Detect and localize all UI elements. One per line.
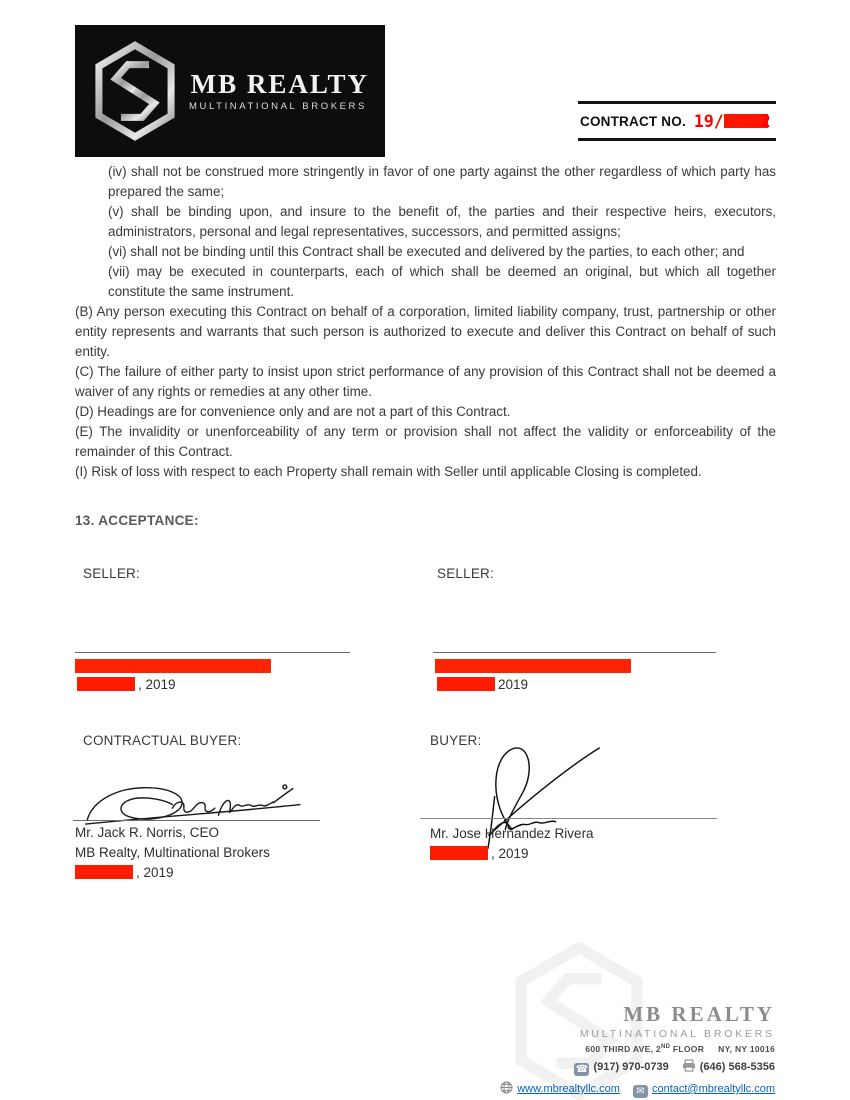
footer-tagline-text: MULTINATIONAL BROKERS: [579, 1028, 775, 1040]
acceptance-heading: 13. ACCEPTANCE:: [75, 513, 199, 528]
buyer-details: [430, 824, 594, 864]
contract-clause: (v) shall be binding upon, and insure to the benefit of, the parties and their respective heirs, executors, administrators, personal and legal representatives, successors, and permitted assigns;: [108, 204, 776, 239]
seller-right-label: SELLER:: [437, 566, 494, 581]
globe-icon: [500, 1081, 513, 1097]
contract-clause: (vi) shall not be binding until this Contract shall be executed and delivered by the parties, to each other; and: [108, 244, 745, 259]
contract-clause: (B) Any person executing this Contract on behalf of a corporation, limited liability company, trust, partnership or other entity represents and warrants that such person is authorized to execute and deliver this Contract on behalf of such entity.: [75, 304, 776, 359]
buyer-date: , 2019: [430, 844, 594, 864]
contractual-buyer-date: , 2019: [75, 863, 270, 883]
contractual-buyer-label: CONTRACTUAL BUYER:: [83, 733, 242, 748]
footer-contact-block: [455, 1004, 775, 1098]
contract-clause: (I) Risk of loss with respect to each Property shall remain with Seller until applicable Closing is completed.: [75, 464, 702, 479]
buyer-signature-line: [420, 818, 717, 819]
seller-left-date: , 2019: [77, 677, 176, 692]
contract-number-block: [578, 101, 776, 141]
logo-brand-text: MB REALTY: [190, 68, 369, 99]
buyer-name: Mr. Jose Hernandez Rivera: [430, 826, 594, 841]
email-icon: ✉: [633, 1085, 648, 1098]
redaction-box: [435, 659, 631, 673]
contractual-buyer-signature-line: [73, 820, 320, 821]
seller-left-label: SELLER:: [83, 566, 140, 581]
mb-realty-emblem-icon: [91, 41, 179, 141]
contract-clause: (C) The failure of either party to insist upon strict performance of any provision of this Contract shall not be deemed a waiver of any rights or remedies at any other time.: [75, 364, 776, 399]
seller-left-signature-line: [75, 652, 350, 653]
website-link[interactable]: www.mbrealtyllc.com: [517, 1083, 620, 1095]
footer-address: 600 THIRD AVE, 2ND FLOOR NY, NY 10016: [585, 1044, 775, 1054]
buyer-label: BUYER:: [430, 733, 482, 748]
company-logo: [75, 25, 385, 157]
redaction-box: [437, 677, 495, 691]
email-link[interactable]: contact@mbrealtyllc.com: [651, 1083, 775, 1095]
contractual-buyer-name: Mr. Jack R. Norris, CEO: [75, 825, 220, 840]
contractual-buyer-company: MB Realty, Multinational Brokers: [75, 845, 270, 860]
contract-clause: (D) Headings are for convenience only and are not a part of this Contract.: [75, 404, 511, 419]
logo-tagline-text: MULTINATIONAL BROKERS: [189, 101, 367, 113]
contract-number-label: CONTRACT NO.: [580, 114, 686, 129]
contractual-buyer-details: [75, 823, 270, 883]
fax-icon: [682, 1059, 696, 1075]
footer-phone-1: (917) 970-0739: [593, 1061, 669, 1073]
seller-right-signature-line: [433, 652, 716, 653]
contract-clauses: [75, 162, 776, 482]
footer-phone-row: [455, 1059, 775, 1076]
redaction-box: [75, 659, 271, 673]
redaction-box: [77, 677, 135, 691]
seller-right-date: 2019: [437, 677, 528, 692]
footer-phone-2: (646) 568-5356: [699, 1061, 775, 1073]
redaction-box: [430, 846, 488, 860]
contract-clause: (vii) may be executed in counterparts, each of which shall be deemed an original, but which all together constitute the same instrument.: [108, 264, 776, 299]
contract-clause: (E) The invalidity or unenforceability of any term or provision shall not affect the validity or enforceability of the remainder of this Contract.: [75, 424, 776, 459]
footer-brand-text: MB REALTY: [623, 1002, 775, 1026]
contract-number-value: 19/ 2: [693, 112, 771, 131]
redaction-box: [75, 865, 133, 879]
footer-links-row: [455, 1081, 775, 1098]
contract-clause: (iv) shall not be construed more stringently in favor of one party against the other regardless of which party has prepared the same;: [108, 164, 776, 199]
phone-icon: ☎: [575, 1064, 589, 1075]
